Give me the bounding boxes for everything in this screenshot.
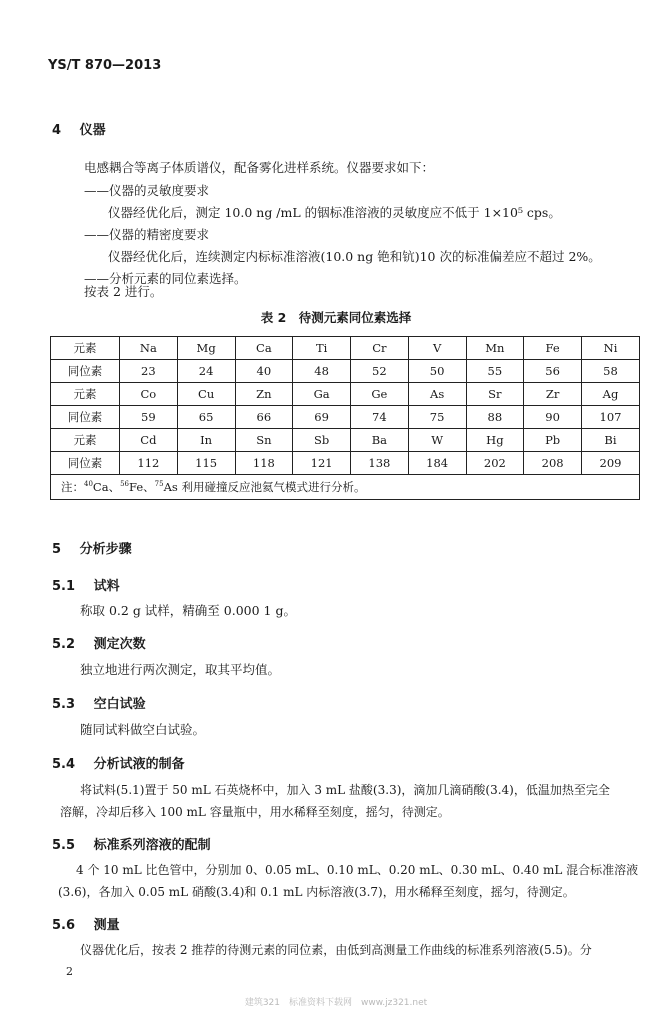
subsection-5-2-title: 测定次数	[93, 637, 146, 652]
isotope-row	[51, 360, 640, 383]
subsection-5-4-line-1: 将试料(5.1)置于 50 mL 石英烧杯中，加入 3 mL 盐酸(3.3)，滴加几滴硝酸(3.4)，低温加热至完全	[80, 783, 610, 797]
element-cell: W	[408, 429, 466, 452]
element-cell: Mn	[466, 337, 524, 360]
subsection-5-6-title: 测量	[93, 918, 120, 933]
isotope-cell: 88	[466, 406, 524, 429]
element-cell: Cu	[177, 383, 235, 406]
section-4-intro: 电感耦合等离子体质谱仪，配备雾化进样系统。仪器要求如下：	[84, 160, 435, 175]
subsection-5-2-text: 独立地进行两次测定，取其平均值。	[80, 662, 281, 677]
isotope-cell: 121	[293, 452, 351, 475]
subsection-5-3-number: 5.3	[52, 697, 76, 712]
element-cell: V	[408, 337, 466, 360]
subsection-5-3-title: 空白试验	[93, 697, 146, 712]
subsection-5-6-line-1: 仪器优化后，按表 2 推荐的待测元素的同位素，由低到高测量工作曲线的标准系列溶液(5.5)。分	[80, 943, 592, 957]
isotope-cell: 56	[524, 360, 582, 383]
table-note-note-as-mass: 75	[154, 480, 164, 489]
isotope-cell: 48	[293, 360, 351, 383]
element-cell: Cr	[351, 337, 409, 360]
element-row-label: 元素	[51, 383, 120, 406]
subsection-5-1-title: 试料	[93, 579, 120, 594]
isotope-cell: 65	[177, 406, 235, 429]
element-cell: Cd	[120, 429, 178, 452]
isotope-cell: 118	[235, 452, 293, 475]
watermark-footer: 建筑321 标准资料下载网 www.jz321.net	[244, 998, 428, 1008]
table-note	[51, 475, 640, 500]
isotope-table	[50, 336, 640, 500]
subsection-5-3-heading	[52, 693, 146, 712]
element-cell: Pb	[524, 429, 582, 452]
subsection-5-2-number: 5.2	[52, 637, 76, 652]
isotope-cell: 208	[524, 452, 582, 475]
element-cell: Zr	[524, 383, 582, 406]
isotope-cell: 59	[120, 406, 178, 429]
section-5-heading	[52, 538, 132, 557]
table-note-note-as: As 利用碰撞反应池氦气模式进行分析。	[163, 480, 366, 494]
element-cell: As	[408, 383, 466, 406]
element-cell: Ge	[351, 383, 409, 406]
element-row	[51, 429, 640, 452]
page-number: 2	[66, 965, 73, 978]
isotope-row-label: 同位素	[51, 406, 120, 429]
subsection-5-1-number: 5.1	[52, 579, 76, 594]
table-note-note-ca-mass: 40	[84, 480, 93, 489]
element-cell: Bi	[582, 429, 640, 452]
section-4-title: 仪器	[79, 123, 106, 138]
element-cell: Na	[120, 337, 178, 360]
subsection-5-4-line-2: 溶解，冷却后移入 100 mL 容量瓶中，用水稀释至刻度，摇匀，待测定。	[60, 805, 450, 819]
element-cell: Hg	[466, 429, 524, 452]
element-cell: Ti	[293, 337, 351, 360]
isotope-cell: 74	[351, 406, 409, 429]
isotope-row	[51, 452, 640, 475]
section-4-heading	[52, 119, 106, 138]
element-cell: Sb	[293, 429, 351, 452]
isotope-cell: 24	[177, 360, 235, 383]
section-4-number: 4	[52, 123, 62, 138]
sensitivity-requirement-title: ——仪器的灵敏度要求	[84, 183, 210, 198]
isotope-cell: 55	[466, 360, 524, 383]
isotope-row	[51, 406, 640, 429]
isotope-cell: 107	[582, 406, 640, 429]
subsection-5-5-line-1: 4 个 10 mL 比色管中，分别加 0、0.05 mL、0.10 mL、0.20 mL、0.30 mL、0.40 mL 混合标准溶液	[76, 863, 639, 877]
subsection-5-5-heading	[52, 834, 211, 853]
element-cell: Co	[120, 383, 178, 406]
precision-requirement-title: ——仪器的精密度要求	[84, 227, 210, 242]
table-note-note-fe: Fe、	[129, 480, 155, 494]
element-cell: Ba	[351, 429, 409, 452]
element-cell: Ga	[293, 383, 351, 406]
table-note-row	[51, 475, 640, 500]
element-cell: Ni	[582, 337, 640, 360]
precision-requirement-text: 仪器经优化后，连续测定内标标准溶液(10.0 ng 铯和钪)10 次的标准偏差应不超过 2%。	[108, 249, 601, 264]
subsection-5-2-heading	[52, 633, 146, 652]
isotope-cell: 69	[293, 406, 351, 429]
subsection-5-1-text: 称取 0.2 g 试样，精确至 0.000 1 g。	[80, 603, 296, 618]
element-cell: Ca	[235, 337, 293, 360]
isotope-selection-text: 按表 2 进行。	[84, 284, 163, 299]
table-note-note-fe-mass: 56	[120, 480, 129, 489]
isotope-cell: 23	[120, 360, 178, 383]
subsection-5-3-text: 随同试料做空白试验。	[80, 722, 206, 737]
element-cell: Mg	[177, 337, 235, 360]
isotope-cell: 90	[524, 406, 582, 429]
element-row-label: 元素	[51, 429, 120, 452]
isotope-cell: 75	[408, 406, 466, 429]
subsection-5-4-title: 分析试液的制备	[93, 757, 185, 772]
isotope-cell: 209	[582, 452, 640, 475]
subsection-5-1-heading	[52, 575, 120, 594]
table-2-caption: 表 2 待测元素同位素选择	[260, 310, 412, 325]
table-note-note-prefix: 注：	[61, 480, 84, 494]
isotope-cell: 58	[582, 360, 640, 383]
table-note-note-ca: Ca、	[92, 480, 121, 494]
document-code: YS/T 870—2013	[48, 58, 162, 73]
isotope-cell: 184	[408, 452, 466, 475]
sensitivity-requirement-text: 仪器经优化后，测定 10.0 ng /mL 的铟标准溶液的灵敏度应不低于 1×10⁵ cps。	[108, 205, 561, 220]
isotope-row-label: 同位素	[51, 360, 120, 383]
isotope-cell: 138	[351, 452, 409, 475]
element-cell: Sr	[466, 383, 524, 406]
isotope-row-label: 同位素	[51, 452, 120, 475]
subsection-5-6-heading	[52, 914, 120, 933]
subsection-5-4-heading	[52, 753, 185, 772]
element-cell: Zn	[235, 383, 293, 406]
isotope-cell: 66	[235, 406, 293, 429]
element-cell: In	[177, 429, 235, 452]
subsection-5-5-line-2: (3.6)，各加入 0.05 mL 硝酸(3.4)和 0.1 mL 内标溶液(3.7)，用水稀释至刻度，摇匀，待测定。	[58, 885, 575, 899]
element-cell: Sn	[235, 429, 293, 452]
subsection-5-6-number: 5.6	[52, 918, 76, 933]
isotope-cell: 112	[120, 452, 178, 475]
isotope-selection-title: ——分析元素的同位素选择。	[84, 271, 247, 286]
subsection-5-5-number: 5.5	[52, 838, 76, 853]
element-row-label: 元素	[51, 337, 120, 360]
subsection-5-4-number: 5.4	[52, 757, 76, 772]
isotope-cell: 52	[351, 360, 409, 383]
section-5-title: 分析步骤	[79, 542, 132, 557]
element-cell: Ag	[582, 383, 640, 406]
isotope-cell: 50	[408, 360, 466, 383]
subsection-5-5-title: 标准系列溶液的配制	[93, 838, 211, 853]
element-row	[51, 337, 640, 360]
isotope-cell: 40	[235, 360, 293, 383]
element-row	[51, 383, 640, 406]
isotope-cell: 115	[177, 452, 235, 475]
isotope-cell: 202	[466, 452, 524, 475]
section-5-number: 5	[52, 542, 62, 557]
element-cell: Fe	[524, 337, 582, 360]
